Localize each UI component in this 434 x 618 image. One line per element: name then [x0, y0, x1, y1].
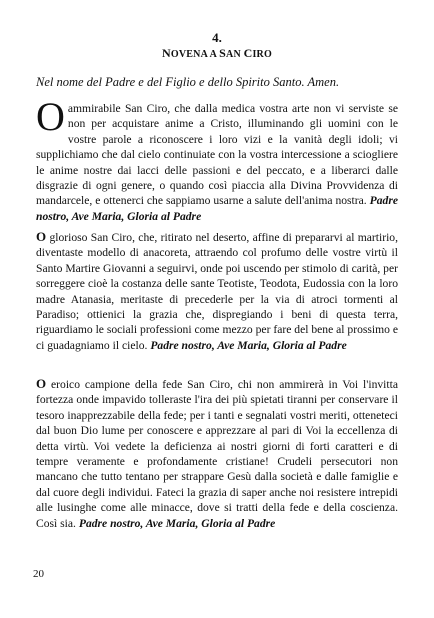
paragraph-3-body: eroico campione della fede San Ciro, chi non ammirerà in Voi l'invitta fortezza onde impavido tolleraste l'ira dei più spietati tiranni per conservare il tesoro inapprezzabile della fede; per i tanti e segnalati vostri meriti, otteneteci dal buon Dio lume per conoscere e apprezzare al pari di Voi la eccellenza di detta virtù. Voi vedete la deficienza ai nostri giorni di forti caratteri e di tempre veramente e profondamente cristiane! Crudeli persecutori non mancano che tutto tentano per strappare Gesù dalla società e dalle famiglie e dal cuore degli individui. Fateci la grazia di saper anche noi resistere intrepidi alle lusinghe come alle minacce, dove si tratti della fede e della coscienza. Così sia.: [36, 378, 398, 530]
paragraph-3-initial: O: [36, 376, 47, 391]
paragraph-2-body: glorioso San Ciro, che, ritirato nel deserto, affine di prepararvi al martirio, diventaste modello di anacoreta, attraendo col profumo delle vostre virtù il Santo Martire Giovanni a seguirvi, onde poi uscendo per stimolo di carità, per sorreggere cioè la costanza delle sante Teotiste, Teodota, Eudossia con la loro madre Atanasia, meritaste di precederle per la via di atroci tormenti al Paradiso; ottienici la grazia che, dispregiando i beni di questa terra, riguardiamo le sociali professioni come mezzo per fare del bene al prossimo e ci guadagniamo il cielo.: [36, 231, 398, 352]
title-rest-c: IRO: [252, 49, 272, 60]
prayer-line-2: Padre nostro, Ave Maria, Gloria al Padre: [150, 338, 347, 352]
title-initial-c: C: [243, 46, 253, 60]
paragraph-2: [36, 229, 398, 353]
invocation: Nel nome del Padre e del Figlio e dello Spirito Santo. Amen.: [36, 75, 340, 89]
title-rest-s: AN: [226, 49, 244, 60]
paragraph-1-body: ammirabile San Ciro, che dalla medica vostra arte non vi serviste se non per acquistare anime a Cristo, illuminando gli uomini con le vostre parole a riconoscere i loro vizi e la vanità degli idoli; vi supplichiamo che dal cielo continuiate con la vostra intercessione a sciogliere le anime nostre dai lacci delle passioni e del peccato, e a liberarci dalle disgrazie di ogni genere, o quando così piaccia alla Divina Provvidenza di mandarcele, e ottenerci che sappiamo usarne a salute dell'anima nostra.: [36, 102, 398, 208]
paragraph-3: [36, 376, 398, 531]
title-initial-n: N: [162, 46, 171, 60]
title-initial-s: S: [219, 46, 227, 60]
paragraph-1: [36, 94, 398, 224]
section-number: 4.: [212, 30, 222, 45]
section-title: [0, 46, 434, 61]
prayer-line-1: Padre nostro, Ave Maria, Gloria al Padre: [36, 194, 398, 223]
title-rest-n: OVENA A: [170, 49, 220, 60]
page-number: 20: [33, 568, 44, 580]
drop-cap: O: [36, 94, 65, 139]
paragraph-2-initial: O: [36, 229, 47, 244]
prayer-line-3: Padre nostro, Ave Maria, Gloria al Padre: [78, 516, 276, 530]
